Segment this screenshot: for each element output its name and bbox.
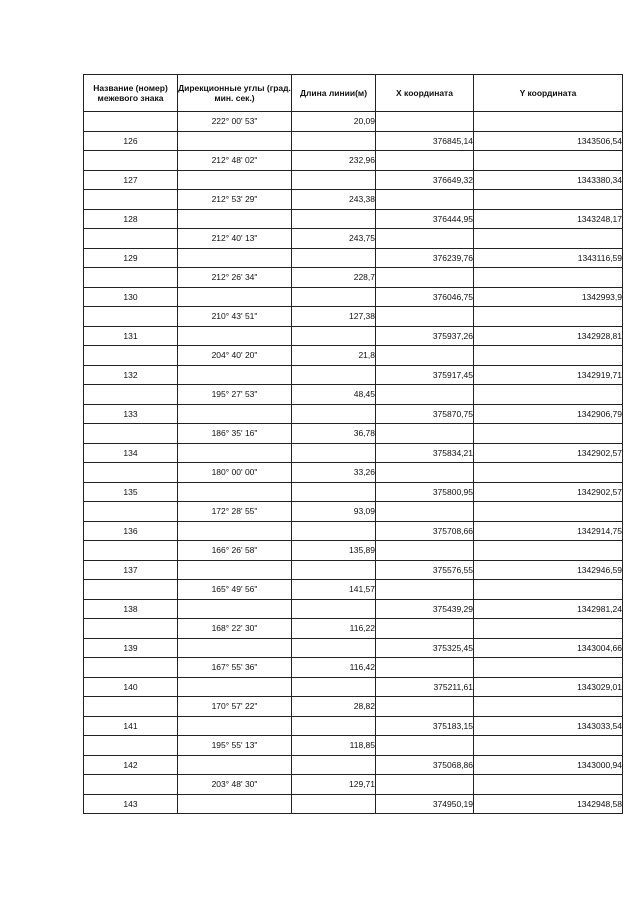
x-coordinate-cell: 376845,14 — [376, 131, 474, 151]
point-name-cell — [84, 775, 178, 795]
y-coordinate-cell: 1342981,24 — [474, 599, 623, 619]
bearing-cell — [178, 716, 292, 736]
table-row-point — [84, 443, 623, 463]
point-name-cell — [84, 736, 178, 756]
x-coordinate-cell: 375211,61 — [376, 677, 474, 697]
bearing-cell — [178, 677, 292, 697]
line-length-cell — [292, 131, 376, 151]
x-coordinate-cell — [376, 502, 474, 522]
bearing-cell — [178, 638, 292, 658]
y-coordinate-cell: 1342948,58 — [474, 794, 623, 814]
table-row-point — [84, 404, 623, 424]
y-coordinate-cell: 1343004,66 — [474, 638, 623, 658]
y-coordinate-cell — [474, 502, 623, 522]
table-row-line — [84, 268, 623, 288]
line-length-cell: 33,26 — [292, 463, 376, 483]
x-coordinate-cell — [376, 424, 474, 444]
y-coordinate-cell: 1343000,94 — [474, 755, 623, 775]
line-length-cell — [292, 677, 376, 697]
y-coordinate-cell: 1343029,01 — [474, 677, 623, 697]
x-coordinate-cell — [376, 385, 474, 405]
table-row-line — [84, 307, 623, 327]
table-row-line — [84, 619, 623, 639]
header-y-coordinate: Y координата — [474, 75, 623, 112]
bearing-cell — [178, 521, 292, 541]
x-coordinate-cell: 375439,29 — [376, 599, 474, 619]
table-row-line — [84, 541, 623, 561]
bearing-cell — [178, 443, 292, 463]
table-row-point — [84, 365, 623, 385]
table-row-point — [84, 131, 623, 151]
table-row-point — [84, 677, 623, 697]
x-coordinate-cell — [376, 541, 474, 561]
bearing-cell: 195° 27' 53" — [178, 385, 292, 405]
line-length-cell — [292, 599, 376, 619]
point-name-cell: 135 — [84, 482, 178, 502]
x-coordinate-cell: 375937,26 — [376, 326, 474, 346]
table-row-point — [84, 638, 623, 658]
line-length-cell — [292, 209, 376, 229]
x-coordinate-cell: 375576,55 — [376, 560, 474, 580]
table-row-line — [84, 736, 623, 756]
bearing-cell — [178, 326, 292, 346]
line-length-cell: 118,85 — [292, 736, 376, 756]
line-length-cell — [292, 443, 376, 463]
bearing-cell: 212° 53' 29" — [178, 190, 292, 210]
bearing-cell — [178, 599, 292, 619]
line-length-cell: 116,22 — [292, 619, 376, 639]
point-name-cell — [84, 307, 178, 327]
line-length-cell: 116,42 — [292, 658, 376, 678]
y-coordinate-cell: 1342914,75 — [474, 521, 623, 541]
line-length-cell — [292, 365, 376, 385]
y-coordinate-cell: 1342906,79 — [474, 404, 623, 424]
line-length-cell — [292, 521, 376, 541]
y-coordinate-cell — [474, 580, 623, 600]
x-coordinate-cell — [376, 346, 474, 366]
y-coordinate-cell: 1343248,17 — [474, 209, 623, 229]
bearing-cell — [178, 404, 292, 424]
x-coordinate-cell — [376, 619, 474, 639]
table-row-line — [84, 580, 623, 600]
y-coordinate-cell: 1342993,9 — [474, 287, 623, 307]
x-coordinate-cell: 376444,95 — [376, 209, 474, 229]
x-coordinate-cell — [376, 268, 474, 288]
point-name-cell — [84, 229, 178, 249]
table-row-line — [84, 658, 623, 678]
line-length-cell: 20,09 — [292, 112, 376, 132]
line-length-cell — [292, 755, 376, 775]
table-header-row — [84, 75, 623, 112]
x-coordinate-cell: 375068,86 — [376, 755, 474, 775]
table-row-point — [84, 521, 623, 541]
table-row-point — [84, 560, 623, 580]
bearing-cell: 168° 22' 30" — [178, 619, 292, 639]
y-coordinate-cell — [474, 229, 623, 249]
table-row-point — [84, 794, 623, 814]
y-coordinate-cell — [474, 346, 623, 366]
bearing-cell: 180° 00' 00" — [178, 463, 292, 483]
bearing-cell: 170° 57' 22" — [178, 697, 292, 717]
point-name-cell: 138 — [84, 599, 178, 619]
bearing-cell — [178, 794, 292, 814]
y-coordinate-cell: 1343380,34 — [474, 170, 623, 190]
line-length-cell: 232,96 — [292, 151, 376, 171]
point-name-cell: 126 — [84, 131, 178, 151]
bearing-cell — [178, 560, 292, 580]
table-row-line — [84, 502, 623, 522]
y-coordinate-cell: 1342946,59 — [474, 560, 623, 580]
table-row-point — [84, 209, 623, 229]
point-name-cell — [84, 151, 178, 171]
line-length-cell: 129,71 — [292, 775, 376, 795]
table-row-point — [84, 248, 623, 268]
table-body — [84, 112, 623, 814]
bearing-cell: 203° 48' 30" — [178, 775, 292, 795]
x-coordinate-cell — [376, 580, 474, 600]
line-length-cell — [292, 638, 376, 658]
bearing-cell — [178, 209, 292, 229]
y-coordinate-cell: 1342902,57 — [474, 443, 623, 463]
line-length-cell: 93,09 — [292, 502, 376, 522]
y-coordinate-cell — [474, 736, 623, 756]
bearing-cell — [178, 287, 292, 307]
point-name-cell: 130 — [84, 287, 178, 307]
line-length-cell: 243,38 — [292, 190, 376, 210]
line-length-cell: 141,57 — [292, 580, 376, 600]
point-name-cell: 133 — [84, 404, 178, 424]
x-coordinate-cell — [376, 112, 474, 132]
line-length-cell — [292, 482, 376, 502]
point-name-cell: 136 — [84, 521, 178, 541]
x-coordinate-cell: 375834,21 — [376, 443, 474, 463]
y-coordinate-cell — [474, 112, 623, 132]
bearing-cell — [178, 482, 292, 502]
y-coordinate-cell — [474, 190, 623, 210]
table-row-point — [84, 482, 623, 502]
y-coordinate-cell: 1342928,81 — [474, 326, 623, 346]
y-coordinate-cell: 1343116,59 — [474, 248, 623, 268]
x-coordinate-cell — [376, 736, 474, 756]
header-point-name: Название (номер) межевого знака — [84, 75, 178, 112]
point-name-cell — [84, 190, 178, 210]
y-coordinate-cell — [474, 658, 623, 678]
bearing-cell: 166° 26' 58" — [178, 541, 292, 561]
x-coordinate-cell — [376, 190, 474, 210]
point-name-cell: 129 — [84, 248, 178, 268]
line-length-cell — [292, 248, 376, 268]
y-coordinate-cell: 1343506,54 — [474, 131, 623, 151]
y-coordinate-cell — [474, 541, 623, 561]
y-coordinate-cell — [474, 268, 623, 288]
x-coordinate-cell — [376, 697, 474, 717]
point-name-cell — [84, 619, 178, 639]
bearing-cell: 222° 00' 53" — [178, 112, 292, 132]
x-coordinate-cell: 376239,76 — [376, 248, 474, 268]
y-coordinate-cell — [474, 619, 623, 639]
point-name-cell — [84, 268, 178, 288]
bearing-cell: 204° 40' 20" — [178, 346, 292, 366]
header-line-length: Длина линии(м) — [292, 75, 376, 112]
table-row-point — [84, 716, 623, 736]
header-bearing: Дирекционные углы (град. мин. сек.) — [178, 75, 292, 112]
point-name-cell: 142 — [84, 755, 178, 775]
table-row-line — [84, 229, 623, 249]
table-row-line — [84, 346, 623, 366]
x-coordinate-cell — [376, 775, 474, 795]
table-row-line — [84, 151, 623, 171]
point-name-cell — [84, 541, 178, 561]
line-length-cell: 135,89 — [292, 541, 376, 561]
bearing-cell: 195° 55' 13" — [178, 736, 292, 756]
bearing-cell: 186° 35' 16" — [178, 424, 292, 444]
x-coordinate-cell: 375870,75 — [376, 404, 474, 424]
bearing-cell — [178, 755, 292, 775]
line-length-cell — [292, 326, 376, 346]
y-coordinate-cell: 1343033,54 — [474, 716, 623, 736]
table-row-point — [84, 599, 623, 619]
x-coordinate-cell: 375800,95 — [376, 482, 474, 502]
table-row-point — [84, 287, 623, 307]
point-name-cell — [84, 112, 178, 132]
y-coordinate-cell — [474, 775, 623, 795]
point-name-cell: 132 — [84, 365, 178, 385]
bearing-cell — [178, 131, 292, 151]
x-coordinate-cell: 375708,66 — [376, 521, 474, 541]
point-name-cell — [84, 346, 178, 366]
bearing-cell — [178, 248, 292, 268]
table-row-point — [84, 326, 623, 346]
x-coordinate-cell: 375917,45 — [376, 365, 474, 385]
table-row-line — [84, 385, 623, 405]
point-name-cell: 141 — [84, 716, 178, 736]
y-coordinate-cell: 1342902,57 — [474, 482, 623, 502]
table-row-line — [84, 463, 623, 483]
x-coordinate-cell — [376, 463, 474, 483]
y-coordinate-cell — [474, 385, 623, 405]
table-row-line — [84, 775, 623, 795]
bearing-cell: 165° 49' 56" — [178, 580, 292, 600]
point-name-cell: 139 — [84, 638, 178, 658]
header-x-coordinate: X координата — [376, 75, 474, 112]
line-length-cell — [292, 716, 376, 736]
table-row-point — [84, 755, 623, 775]
point-name-cell — [84, 658, 178, 678]
point-name-cell — [84, 463, 178, 483]
x-coordinate-cell — [376, 658, 474, 678]
line-length-cell — [292, 170, 376, 190]
point-name-cell — [84, 580, 178, 600]
line-length-cell — [292, 404, 376, 424]
table-row-line — [84, 190, 623, 210]
point-name-cell: 127 — [84, 170, 178, 190]
x-coordinate-cell: 376649,32 — [376, 170, 474, 190]
line-length-cell: 28,82 — [292, 697, 376, 717]
x-coordinate-cell: 375325,45 — [376, 638, 474, 658]
table-row-point — [84, 170, 623, 190]
x-coordinate-cell: 374950,19 — [376, 794, 474, 814]
x-coordinate-cell: 376046,75 — [376, 287, 474, 307]
bearing-cell: 212° 26' 34" — [178, 268, 292, 288]
point-name-cell: 143 — [84, 794, 178, 814]
point-name-cell: 134 — [84, 443, 178, 463]
bearing-cell: 212° 40' 13" — [178, 229, 292, 249]
point-name-cell — [84, 502, 178, 522]
point-name-cell — [84, 385, 178, 405]
line-length-cell: 127,38 — [292, 307, 376, 327]
point-name-cell: 128 — [84, 209, 178, 229]
point-name-cell — [84, 424, 178, 444]
line-length-cell: 243,75 — [292, 229, 376, 249]
bearing-cell: 167° 55' 36" — [178, 658, 292, 678]
bearing-cell: 212° 48' 02" — [178, 151, 292, 171]
bearing-cell — [178, 365, 292, 385]
y-coordinate-cell — [474, 307, 623, 327]
line-length-cell: 228,7 — [292, 268, 376, 288]
point-name-cell: 137 — [84, 560, 178, 580]
line-length-cell: 21,8 — [292, 346, 376, 366]
table-row-line — [84, 424, 623, 444]
line-length-cell: 48,45 — [292, 385, 376, 405]
x-coordinate-cell — [376, 229, 474, 249]
table-row-line — [84, 112, 623, 132]
line-length-cell — [292, 287, 376, 307]
y-coordinate-cell: 1342919,71 — [474, 365, 623, 385]
bearing-cell: 172° 28' 55" — [178, 502, 292, 522]
bearing-cell: 210° 43' 51" — [178, 307, 292, 327]
x-coordinate-cell — [376, 307, 474, 327]
bearing-cell — [178, 170, 292, 190]
point-name-cell — [84, 697, 178, 717]
x-coordinate-cell: 375183,15 — [376, 716, 474, 736]
x-coordinate-cell — [376, 151, 474, 171]
line-length-cell: 36,78 — [292, 424, 376, 444]
line-length-cell — [292, 560, 376, 580]
point-name-cell: 131 — [84, 326, 178, 346]
point-name-cell: 140 — [84, 677, 178, 697]
y-coordinate-cell — [474, 697, 623, 717]
boundary-coordinates-table — [83, 74, 623, 814]
line-length-cell — [292, 794, 376, 814]
y-coordinate-cell — [474, 463, 623, 483]
y-coordinate-cell — [474, 424, 623, 444]
y-coordinate-cell — [474, 151, 623, 171]
table-row-line — [84, 697, 623, 717]
